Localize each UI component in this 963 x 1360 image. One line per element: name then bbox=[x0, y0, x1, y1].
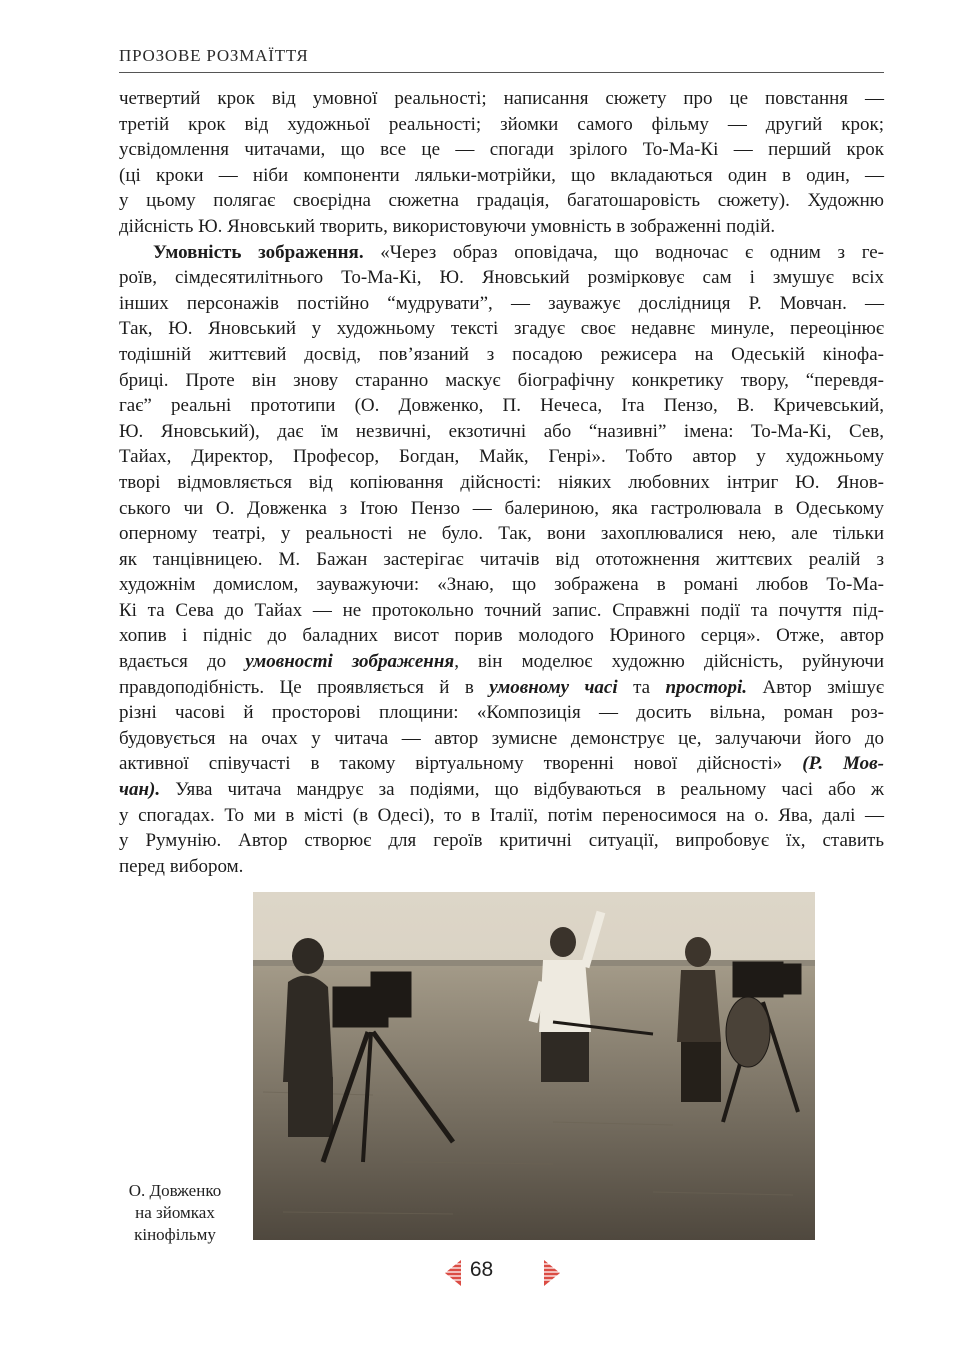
caption-line: О. Довженко bbox=[128, 1181, 222, 1200]
text-line: різні часові й просторові площини: «Композиція — досить вільна, роман роз- bbox=[119, 702, 884, 724]
emphasis: умовності зображення bbox=[245, 651, 455, 673]
text-line-mixed bbox=[119, 777, 884, 803]
text-span: «Через образ оповідача, що водночас є одним з ге- bbox=[380, 241, 885, 263]
text-line-mixed bbox=[119, 751, 884, 777]
text-span: вдається до bbox=[119, 651, 246, 673]
text-line: як танцівницею. М. Бажан застерігає читачів від ототожнення життєвих реалій з bbox=[119, 548, 884, 570]
citation: чан). bbox=[119, 779, 161, 801]
text-line: будовується на очах у читача — автор зумисне демонструє це, залучаючи його до bbox=[119, 727, 884, 749]
caption-line: кінофільму bbox=[134, 1225, 216, 1244]
text-line: роїв, сімдесятилітнього То-Ма-Кі, Ю. Яновський розмірковує сам і змушує всіх bbox=[119, 267, 884, 289]
text-span: активної співучасті в такому віртуальному творенні нової дійсності» bbox=[119, 753, 803, 775]
text-line: усвідомлення читачами, що все це — спогади зрілого То-Ма-Кі — перший крок bbox=[119, 139, 884, 161]
text-line: інших персонажів постійно “мудрувати”, — зауважує дослідниця Р. Мовчан. — bbox=[119, 292, 884, 314]
paragraph-start bbox=[119, 240, 884, 266]
text-span: та bbox=[617, 676, 666, 698]
page-number: 68 bbox=[469, 1258, 494, 1281]
text-line: четвертий крок від умовної реальності; написання сюжету про це повстання — bbox=[119, 88, 884, 109]
text-line: гає” реальні прототипи (О. Довженко, П. Нечеса, Іта Пензо, В. Кричевський, bbox=[119, 395, 884, 417]
text-line: творі відмовляється від копіювання дійсності: ніяких любовних інтриг Ю. Янов- bbox=[119, 471, 884, 493]
body-text bbox=[119, 86, 884, 879]
photo-illustration bbox=[253, 892, 815, 1240]
text-line: у Румунію. Автор створює для героїв критичні ситуації, випробовує їх, ставить bbox=[119, 830, 884, 852]
film-shooting-photo bbox=[253, 892, 815, 1240]
text-line: дійсність Ю. Яновський творить, використовуючи умовність в зображенні подій. bbox=[119, 215, 776, 237]
text-line-mixed bbox=[119, 675, 884, 701]
text-line: Так, Ю. Яновський у художньому тексті згадує своє недавнє минуле, переоцінює bbox=[119, 318, 884, 340]
text-line: у спогадах. То ми в місті (в Одесі), то в Італії, потім переносимося на о. Ява, далі — bbox=[119, 804, 884, 826]
page-ornament-right-icon bbox=[544, 1258, 564, 1288]
running-header: ПРОЗОВЕ РОЗМАЇТТЯ bbox=[119, 46, 884, 73]
text-line: Кі та Сева до Тайах — не протокольно точний запис. Справжні події та почуття під- bbox=[119, 599, 884, 621]
text-line: ського чи О. Довженка з Ітою Пензо — балериною, яка гастролювала в Одеському bbox=[119, 497, 884, 519]
text-line: художнім домислом, зауважуючи: «Знаю, що зображена в романі любов То-Ма- bbox=[119, 574, 884, 596]
text-line: (ці кроки — ніби компоненти ляльки-мотрійки, що вкладаються один в один, — bbox=[119, 164, 884, 186]
text-span: Автор змішує bbox=[747, 676, 884, 698]
text-line: оперному театрі, у реальності не було. Так, вони захоплювалися нею, але тільки bbox=[119, 523, 884, 545]
text-line: Тайах, Директор, Професор, Богдан, Майк, Генрі». Тобто автор у художньому bbox=[119, 446, 884, 468]
text-line-mixed bbox=[119, 649, 884, 675]
text-span: Уява читача мандрує за подіями, що відбуваються в реальному часі або ж bbox=[160, 779, 884, 801]
text-line: третій крок від художньої реальності; зйомки самого фільму — другий крок; bbox=[119, 113, 884, 135]
section-heading: Умовність зображення. bbox=[153, 241, 364, 263]
caption-line: на зйомках bbox=[135, 1203, 215, 1222]
text-line: бриці. Проте він знову старанно маскує біографічну конкретику твору, “перевдя- bbox=[119, 369, 884, 391]
citation: (Р. Мов- bbox=[802, 753, 884, 775]
text-span: , він моделює художню дійсність, руйнуючи bbox=[454, 651, 885, 673]
text-line: перед вибором. bbox=[119, 855, 244, 877]
photo-caption bbox=[110, 1180, 240, 1246]
emphasis: просторі. bbox=[665, 676, 748, 698]
text-line: хопив і підніс до баладних висот порив молодого Юриного серця». Отже, автор bbox=[119, 625, 884, 647]
text-span: правдоподібність. Це проявляється й в bbox=[119, 676, 490, 698]
text-line: Ю. Яновський), дає їм незвичні, екзотичні або “називні” імена: То-Ма-Кі, Сев, bbox=[119, 420, 884, 442]
text-line: тодішній життєвий досвід, пов’язаний з посадою режисера на Одеській кінофа- bbox=[119, 343, 884, 365]
text-line: у цьому полягає своєрідна сюжетна градація, багатошаровість сюжету). Художню bbox=[119, 190, 884, 212]
emphasis: умовному часі bbox=[489, 676, 618, 698]
